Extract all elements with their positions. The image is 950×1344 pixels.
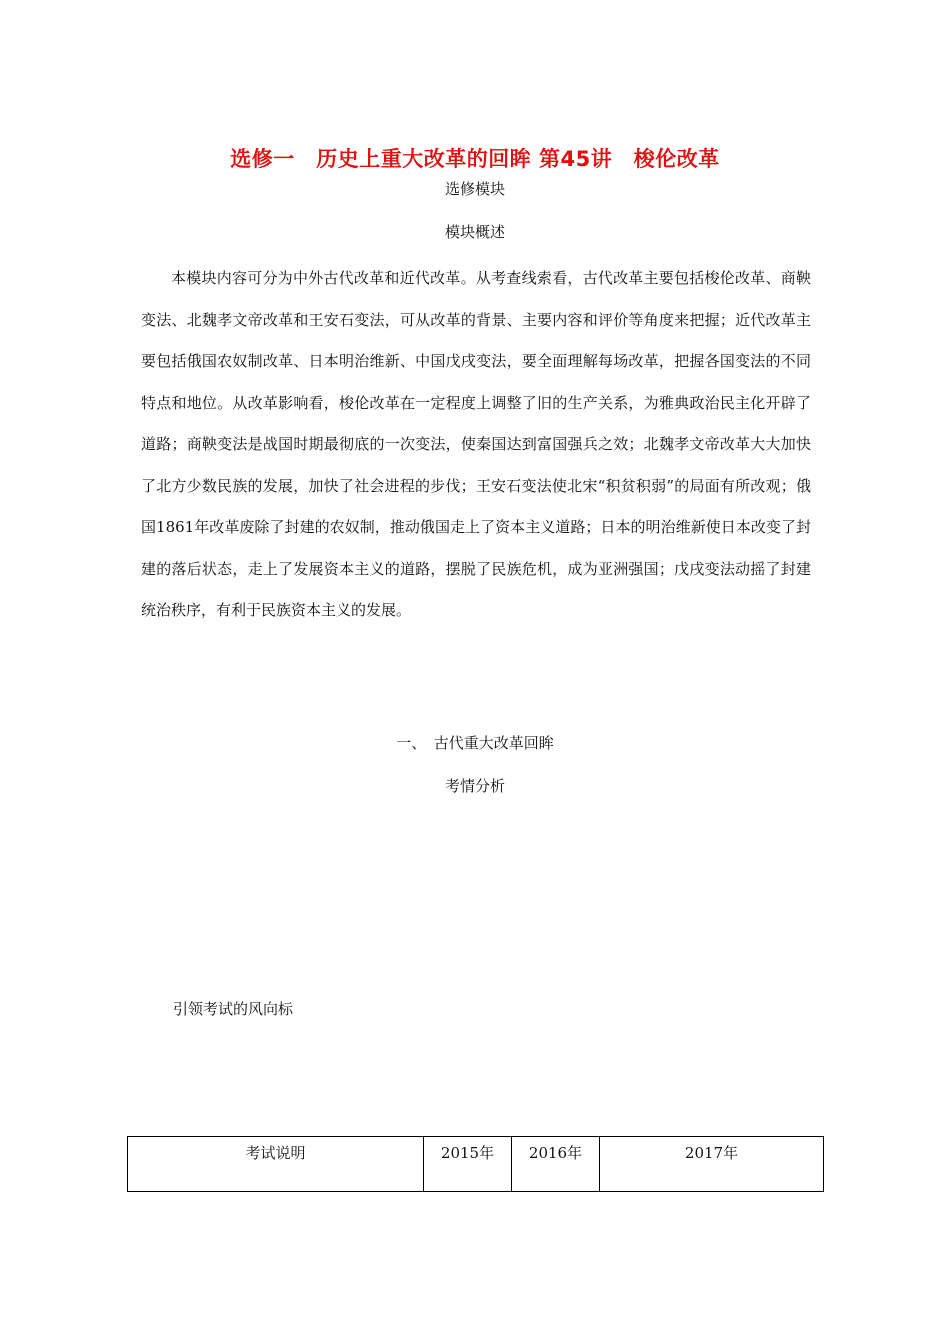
module-label: 选修模块 — [444, 180, 505, 198]
table-header-row — [128, 1137, 824, 1192]
lead-text: 引领考试的风向标 — [173, 1000, 294, 1018]
overview-paragraph: 本模块内容可分为中外古代改革和近代改革。从考查线索看，古代改革主要包括梭伦改革、商鞅变法、北魏孝文帝改革和王安石变法，可从改革的背景、主要内容和评价等角度来把握；近代改革主要包括俄国农奴制改革、日本明治维新、中国戊戌变法，要全面理解每场改革，把握各国变法的不同特点和地位。从改革影响看，梭伦改革在一定程度上调整了旧的生产关系，为雅典政治民主化开辟了道路；商鞅变法是战国时期最彻底的一次变法，使秦国达到富国强兵之效；北魏孝文帝改革大大加快了北方少数民族的发展，加快了社会进程的步伐；王安石变法使北宋“积贫积弱”的局面有所改观；俄国1861年改革废除了封建的农奴制，推动俄国走上了资本主义道路；日本的明治维新使日本改变了封建的落后状态，走上了发展资本主义的道路，摆脱了民族危机，成为亚洲强国；戊戌变法动摇了封建统治秩序，有利于民族资本主义的发展。 — [141, 269, 811, 619]
exam-table — [127, 1136, 824, 1192]
header-cell-2015: 2015年 — [424, 1137, 512, 1192]
header-cell-exam-description: 考试说明 — [128, 1137, 424, 1192]
page-title: 选修一 历史上重大改革的回眸 第45讲 梭伦改革 — [230, 147, 720, 171]
overview-label: 模块概述 — [444, 223, 505, 241]
header-cell-2016: 2016年 — [512, 1137, 600, 1192]
section-heading: 一、 古代重大改革回眸 — [396, 734, 554, 752]
header-cell-2017: 2017年 — [600, 1137, 824, 1192]
analysis-label: 考情分析 — [444, 777, 505, 795]
